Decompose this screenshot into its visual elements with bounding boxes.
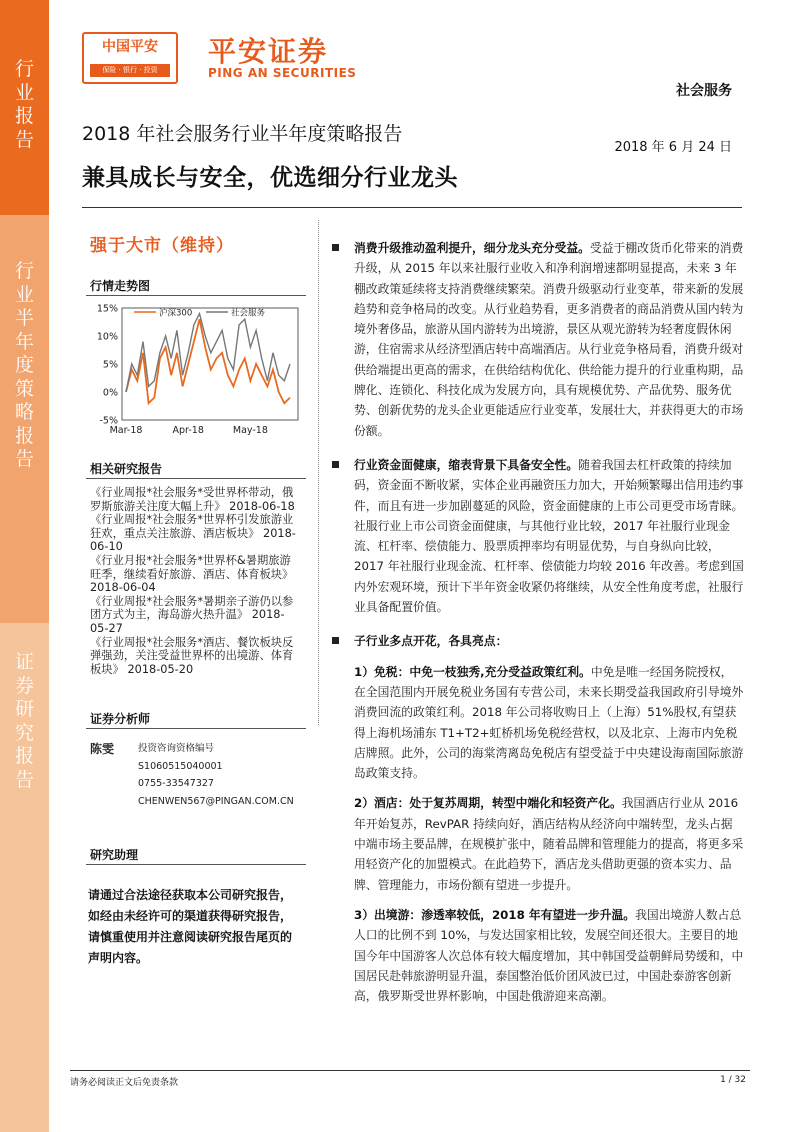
side-char: 半	[14, 307, 34, 329]
legal-notice: 请通过合法途径获取本公司研究报告，如经由未经许可的渠道获得研究报告，请慎重使用并注意阅读研究报告尾页的声明内容。	[88, 888, 293, 965]
summary-point	[330, 631, 744, 651]
analyst-line: 投资咨询资格编号	[138, 743, 215, 754]
report-date: 2018 年 6 月 24 日	[614, 140, 732, 155]
side-banner-mid	[0, 215, 49, 623]
side-char: 度	[14, 354, 34, 376]
analyst-line: 0755-33547327	[138, 778, 214, 789]
side-label-strategy	[0, 260, 49, 472]
side-char: 告	[14, 768, 34, 791]
side-label-report	[0, 58, 49, 152]
sub-point	[330, 793, 744, 894]
sub-point	[330, 905, 744, 1006]
side-char: 告	[14, 128, 34, 151]
report-title: 2018 年社会服务行业半年度策略报告	[82, 123, 403, 145]
analyst-email[interactable]: CHENWEN567@PINGAN.COM.CN	[138, 795, 294, 807]
side-char: 业	[14, 81, 34, 104]
bullet-square-icon	[332, 244, 339, 251]
point-body: 受益于棚改货币化带来的消费升级，从 2015 年以来社服行业收入和净利润增速都明显提高，未来 3 年棚改政策延续将支持消费继续繁荣。消费升级驱动行业变革，带来新的发展趋势和竞争格局的改变。从行业趋势看，更多消费者的商品消费从国内转为境外奢侈品，旅游从国内游转为出境游，景区从观光游转为轻奢度假休闲游，住宿需求从经济型酒店转中高端酒店。从行业竞争格局看，消费升级对供给端提出更高的需求，在供给结构优化、供给能力提升的行业重构期，品牌化、连锁化、科技化成为发展方向，具有规模优势、产品优势、服务优势、创新优势的龙头企业更能适应行业变革，发展壮大，并获得更大的市场份额。	[354, 241, 744, 438]
sub-heading: 2）酒店：处于复苏周期，转型中端化和轻资产化。	[354, 796, 622, 811]
footer-divider	[70, 1070, 750, 1071]
page-number: 1 / 32	[720, 1075, 746, 1085]
x-tick-label: Mar-18	[109, 425, 143, 436]
sub-heading: 1）免税：中免一枝独秀,充分受益政策红利。	[354, 664, 591, 679]
x-tick-label: May-18	[232, 425, 268, 436]
sub-point	[330, 662, 744, 784]
chart-section-title: 行情走势图	[90, 279, 151, 293]
logo-tagline: 保险 · 银行 · 投资	[90, 64, 170, 77]
side-char: 报	[14, 424, 34, 447]
sub-body: 我国酒店行业从 2016 年开始复苏，RevPAR 持续向好，酒店结构从经济向中端转型，龙头占据中端市场主要品牌，在规模扩张中，随着品牌和管理能力的提高，将更多采用轻资产化的加盟模式。在此趋势下，酒店龙头借助更强的资本实力、品牌、管理能力，市场份额有望进一步提升。	[354, 796, 744, 892]
analyst-line: S1060515040001	[138, 760, 223, 772]
related-section-title: 相关研究报告	[90, 462, 163, 476]
point-body: 随着我国去杠杆政策的持续加码，资金面不断收紧，实体企业再融资压力加大，开始频繁曝出信用违约事件，而且有进一步加剧蔓延的风险，资金面健康的上市公司更受市场青睐。社服行业上市公司资金面健康，与其他行业比较，2017 年社服行业现金流、杠杆率、偿债能力、股票质押率均有明显优势，与自身纵向比较，2017 年社服行业现金流、杠杆率、偿债能力均较 2016 年改善。考虑到国内外宏观环境，预计下半年资金收紧仍将继续，从安全性角度考虑，社服行业具备配置价值。	[354, 457, 744, 615]
related-report-item[interactable]: 《行业周报*社会服务*世界杯引发旅游业狂欢，重点关注旅游、酒店板块》 2018-06-10	[90, 513, 296, 554]
y-tick-label: 5%	[102, 359, 118, 371]
brand-name-en: PING AN SECURITIES	[208, 66, 357, 80]
bullet-square-icon	[332, 637, 339, 644]
point-heading: 子行业多点开花，各具亮点：	[354, 634, 508, 649]
main-content	[330, 238, 744, 1006]
report-subtitle: 兼具成长与安全，优选细分行业龙头	[82, 165, 458, 191]
assistant-section-title: 研究助理	[90, 848, 139, 862]
analyst-section-title: 证券分析师	[90, 712, 151, 726]
related-report-item[interactable]: 《行业周报*社会服务*暑期亲子游仍以参团方式为主，海岛游火热升温》 2018-05-27	[90, 594, 294, 635]
side-char: 业	[14, 283, 34, 306]
legend-label: 沪深300	[159, 308, 193, 319]
sub-body: 我国出境游人数占总人口的比例不到 10%，与发达国家相比较，发展空间还很大。主要目的地国今年中国游客人次总体有较大幅度增加，其中韩国受益朝鲜局势缓和，中国居民赴韩旅游明显升温，泰国整治低价团风波已过，中国赴泰游客创新高，俄罗斯受世界杯影响，中国赴俄游迎来高潮。	[354, 907, 744, 1004]
pingan-logo	[82, 32, 178, 84]
bullet-square-icon	[332, 461, 339, 468]
side-char: 行	[14, 260, 34, 282]
side-char: 究	[14, 721, 34, 744]
side-char: 证	[14, 651, 34, 673]
industry-label: 社会服务	[676, 83, 732, 99]
header-divider	[82, 207, 742, 208]
legend-label: 社会服务	[231, 308, 266, 319]
logo-text: 中国平安	[102, 39, 158, 55]
side-label-research	[0, 651, 49, 792]
summary-point	[330, 455, 744, 617]
side-char: 券	[14, 674, 34, 697]
summary-point	[330, 238, 744, 441]
side-char: 告	[14, 448, 34, 470]
y-tick-label: 10%	[96, 331, 118, 343]
related-report-item[interactable]: 《行业周报*社会服务*酒店、餐饮板块反弹强劲，关注受益世界杯的出境游、体育板块》 2018-05-20	[90, 635, 294, 676]
side-char: 行	[14, 58, 34, 80]
side-char: 年	[14, 330, 34, 353]
side-char: 略	[14, 401, 34, 423]
section-divider	[86, 864, 306, 865]
sub-body: 中免是唯一经国务院授权，在全国范围内开展免税业务国有专营公司，未来长期受益我国政府引导境外消费回流的政策红利。2018 年公司将收购日上（上海）51%股权,有望获得上海机场浦东 T1+T2+虹桥机场免税经营权，以及北京、上海市内免税店牌照。此外，公司的海棠湾离岛免税店有望受益于中央建设海南国际旅游岛政策支持。	[354, 664, 744, 781]
side-char: 策	[14, 377, 34, 400]
side-banner	[0, 0, 49, 1132]
x-tick-label: Apr-18	[172, 425, 204, 436]
related-report-item[interactable]: 《行业周报*社会服务*受世界杯带动，俄罗斯旅游关注度大幅上升》 2018-06-18	[90, 486, 295, 513]
side-char: 报	[14, 105, 34, 127]
point-heading: 消费升级推动盈利提升，细分龙头充分受益。	[354, 241, 590, 255]
footer-disclaimer: 请务必阅读正文后免责条款	[70, 1078, 179, 1088]
y-tick-label: 0%	[102, 387, 118, 399]
rating-label: 强于大市（维持）	[90, 236, 234, 256]
analyst-name: 陈雯	[90, 742, 115, 756]
brand-name: 平安证券	[208, 35, 329, 68]
y-tick-label: 15%	[96, 303, 118, 315]
section-divider	[86, 728, 306, 729]
section-divider	[86, 478, 306, 479]
related-report-item[interactable]: 《行业月报*社会服务*世界杯&暑期旅游旺季，继续看好旅游、酒店、体育板块》 2018-06-04	[90, 553, 294, 595]
point-heading: 行业资金面健康，缩表背景下具备安全性。	[354, 457, 579, 472]
y-tick-label: -5%	[99, 415, 118, 427]
column-divider	[318, 220, 319, 725]
related-reports-list	[90, 486, 300, 676]
side-banner-bottom	[0, 623, 49, 1132]
side-banner-top	[0, 0, 49, 215]
side-char: 报	[14, 745, 34, 767]
section-divider	[86, 295, 306, 296]
sub-heading: 3）出境游：渗透率较低，2018 年有望进一步升温。	[354, 907, 636, 922]
market-trend-chart	[86, 300, 306, 450]
side-char: 研	[14, 698, 34, 720]
analyst-contact	[138, 740, 294, 810]
